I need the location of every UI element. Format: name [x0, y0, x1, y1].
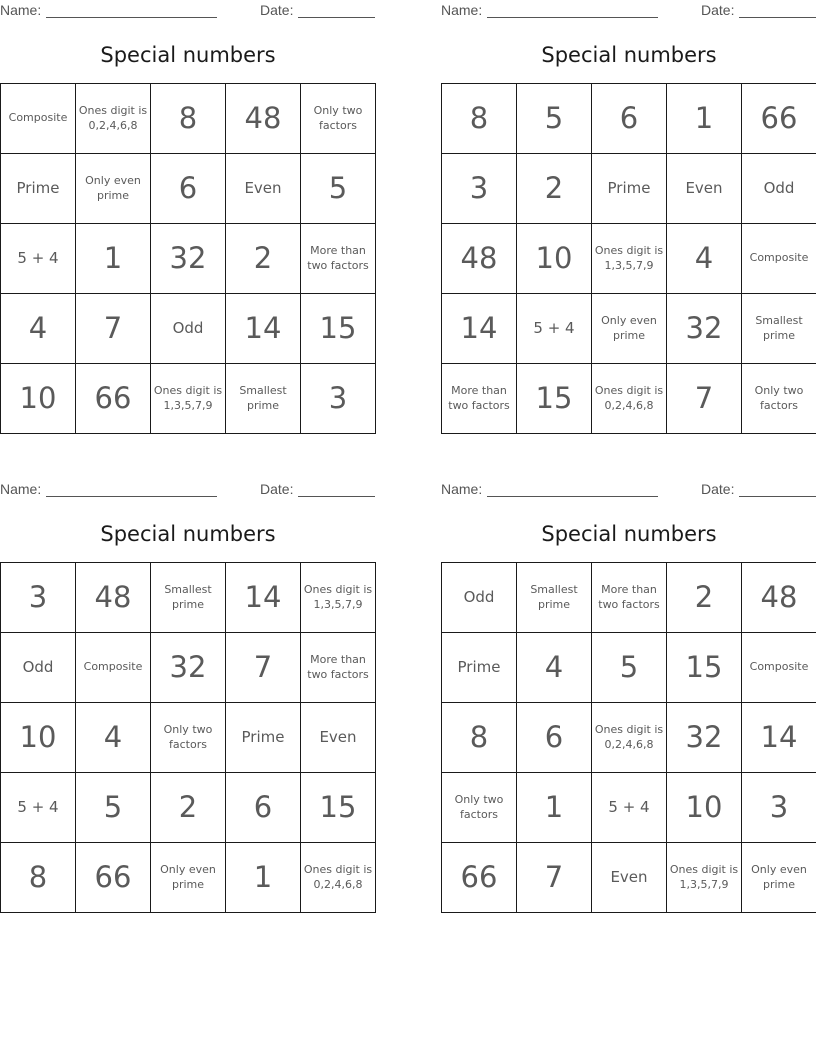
date-field-line[interactable] [739, 17, 816, 18]
name-label: Name: [441, 481, 483, 497]
bingo-cell[interactable]: 1 [517, 773, 592, 843]
bingo-cell[interactable]: 32 [667, 703, 742, 773]
bingo-cell[interactable]: More than two factors [301, 633, 376, 703]
name-field-line[interactable] [487, 496, 658, 497]
bingo-cell[interactable]: Composite [742, 633, 816, 703]
bingo-cell[interactable]: Prime [1, 154, 76, 224]
bingo-card-1 [0, 0, 376, 434]
bingo-cell[interactable]: 4 [517, 633, 592, 703]
bingo-cell[interactable]: 66 [76, 843, 151, 913]
bingo-cell[interactable]: Only two factors [742, 364, 816, 434]
bingo-cell[interactable]: 7 [517, 843, 592, 913]
bingo-cell[interactable]: 8 [1, 843, 76, 913]
bingo-cell[interactable]: Ones digit is 0,2,4,6,8 [76, 84, 151, 154]
bingo-cell[interactable]: 48 [442, 224, 517, 294]
date-label: Date: [701, 481, 735, 497]
grid-row [1, 154, 376, 224]
bingo-cell[interactable]: 15 [301, 773, 376, 843]
bingo-cell[interactable]: 48 [226, 84, 301, 154]
bingo-cell[interactable]: Smallest prime [517, 563, 592, 633]
grid-row [1, 364, 376, 434]
bingo-cell[interactable]: 7 [667, 364, 742, 434]
bingo-cell[interactable]: 32 [151, 224, 226, 294]
bingo-cell[interactable]: 66 [442, 843, 517, 913]
bingo-card-2 [441, 0, 816, 434]
date-field-line[interactable] [298, 496, 375, 497]
bingo-cell[interactable]: Composite [1, 84, 76, 154]
bingo-cell[interactable]: 14 [442, 294, 517, 364]
bingo-cell[interactable]: 10 [667, 773, 742, 843]
bingo-grid [0, 562, 376, 913]
card-title: Special numbers [100, 522, 276, 546]
bingo-cell[interactable]: 7 [76, 294, 151, 364]
grid-row [1, 224, 376, 294]
bingo-cell[interactable]: 66 [742, 84, 816, 154]
bingo-cell[interactable]: 10 [1, 364, 76, 434]
bingo-cell[interactable]: Prime [442, 633, 517, 703]
bingo-card-3 [0, 479, 376, 913]
card-header [441, 2, 816, 20]
bingo-cell[interactable]: Only two factors [151, 703, 226, 773]
bingo-cell[interactable]: 4 [76, 703, 151, 773]
bingo-cell[interactable]: 5 [76, 773, 151, 843]
bingo-cell[interactable]: 14 [742, 703, 816, 773]
bingo-cell[interactable]: 5 + 4 [517, 294, 592, 364]
bingo-cell[interactable]: Only even prime [742, 843, 816, 913]
grid-row [442, 154, 816, 224]
card-header [0, 2, 376, 20]
bingo-cell[interactable]: Only even prime [151, 843, 226, 913]
grid-row [1, 294, 376, 364]
bingo-cell[interactable]: 5 + 4 [592, 773, 667, 843]
bingo-cell[interactable]: 1 [76, 224, 151, 294]
bingo-grid [441, 83, 816, 434]
bingo-cell[interactable]: 4 [667, 224, 742, 294]
bingo-cell[interactable]: 5 [517, 84, 592, 154]
date-label: Date: [260, 481, 294, 497]
bingo-cell[interactable]: Ones digit is 1,3,5,7,9 [151, 364, 226, 434]
grid-row [442, 224, 816, 294]
name-label: Name: [0, 2, 42, 18]
bingo-cell[interactable]: 1 [667, 84, 742, 154]
bingo-cell[interactable]: Composite [742, 224, 816, 294]
card-title: Special numbers [541, 522, 717, 546]
bingo-cell[interactable]: More than two factors [592, 563, 667, 633]
bingo-cell[interactable]: 2 [151, 773, 226, 843]
date-field-line[interactable] [739, 496, 816, 497]
name-field-line[interactable] [46, 17, 217, 18]
bingo-cell[interactable]: 15 [301, 294, 376, 364]
bingo-grid [441, 562, 816, 913]
bingo-cell[interactable]: Smallest prime [226, 364, 301, 434]
grid-row [442, 84, 816, 154]
bingo-cell[interactable]: Odd [742, 154, 816, 224]
bingo-cell[interactable]: Ones digit is 0,2,4,6,8 [592, 364, 667, 434]
grid-row [1, 703, 376, 773]
bingo-cell[interactable]: 14 [226, 563, 301, 633]
grid-row [442, 773, 816, 843]
bingo-cell[interactable]: Ones digit is 1,3,5,7,9 [301, 563, 376, 633]
grid-row [442, 294, 816, 364]
bingo-cell[interactable]: 48 [76, 563, 151, 633]
bingo-cell[interactable]: Even [301, 703, 376, 773]
bingo-cell[interactable]: 3 [301, 364, 376, 434]
bingo-cell[interactable]: 2 [517, 154, 592, 224]
bingo-cell[interactable]: 3 [742, 773, 816, 843]
grid-row [1, 563, 376, 633]
card-title: Special numbers [541, 43, 717, 67]
bingo-cell[interactable]: Smallest prime [151, 563, 226, 633]
bingo-cell[interactable]: 32 [667, 294, 742, 364]
date-field-line[interactable] [298, 17, 375, 18]
bingo-cell[interactable]: 3 [442, 154, 517, 224]
grid-row [442, 703, 816, 773]
bingo-cell[interactable]: Only two factors [442, 773, 517, 843]
date-label: Date: [260, 2, 294, 18]
bingo-cell[interactable]: 6 [517, 703, 592, 773]
grid-row [442, 633, 816, 703]
bingo-cell[interactable]: 66 [76, 364, 151, 434]
bingo-grid [0, 83, 376, 434]
bingo-cell[interactable]: 7 [226, 633, 301, 703]
bingo-cell[interactable]: 14 [226, 294, 301, 364]
grid-row [442, 364, 816, 434]
bingo-cell[interactable]: 15 [667, 633, 742, 703]
bingo-card-4 [441, 479, 816, 913]
bingo-cell[interactable]: 5 [592, 633, 667, 703]
bingo-cell[interactable]: 6 [151, 154, 226, 224]
card-header [441, 481, 816, 499]
grid-row [1, 84, 376, 154]
bingo-cell[interactable]: 15 [517, 364, 592, 434]
bingo-cell[interactable]: 5 + 4 [1, 773, 76, 843]
bingo-cell[interactable]: 3 [1, 563, 76, 633]
bingo-cell[interactable]: Ones digit is 1,3,5,7,9 [667, 843, 742, 913]
bingo-cell[interactable]: 5 + 4 [1, 224, 76, 294]
bingo-cell[interactable]: Smallest prime [742, 294, 816, 364]
bingo-cell[interactable]: 1 [226, 843, 301, 913]
grid-row [442, 843, 816, 913]
grid-row [442, 563, 816, 633]
name-label: Name: [441, 2, 483, 18]
grid-row [1, 773, 376, 843]
bingo-cell[interactable]: 4 [1, 294, 76, 364]
bingo-cell[interactable]: 2 [667, 563, 742, 633]
bingo-cell[interactable]: More than two factors [301, 224, 376, 294]
bingo-cell[interactable]: 6 [226, 773, 301, 843]
bingo-cell[interactable]: Ones digit is 1,3,5,7,9 [592, 224, 667, 294]
bingo-cell[interactable]: 6 [592, 84, 667, 154]
grid-row [1, 843, 376, 913]
bingo-cell[interactable]: Composite [76, 633, 151, 703]
bingo-cell[interactable]: Prime [592, 154, 667, 224]
name-field-line[interactable] [487, 17, 658, 18]
bingo-cell[interactable]: Only even prime [76, 154, 151, 224]
name-label: Name: [0, 481, 42, 497]
bingo-cell[interactable]: Even [226, 154, 301, 224]
card-title: Special numbers [100, 43, 276, 67]
bingo-cell[interactable]: Prime [226, 703, 301, 773]
bingo-cell[interactable]: 10 [517, 224, 592, 294]
name-field-line[interactable] [46, 496, 217, 497]
bingo-cell[interactable]: 10 [1, 703, 76, 773]
bingo-cell[interactable]: Ones digit is 0,2,4,6,8 [301, 843, 376, 913]
bingo-cell[interactable]: Only even prime [592, 294, 667, 364]
bingo-cell[interactable]: Even [667, 154, 742, 224]
bingo-cell[interactable]: Ones digit is 0,2,4,6,8 [592, 703, 667, 773]
bingo-cell[interactable]: Odd [151, 294, 226, 364]
bingo-cell[interactable]: 2 [226, 224, 301, 294]
bingo-cell[interactable]: Only two factors [301, 84, 376, 154]
bingo-cell[interactable]: 5 [301, 154, 376, 224]
grid-row [1, 633, 376, 703]
bingo-cell[interactable]: 8 [151, 84, 226, 154]
bingo-cell[interactable]: 48 [742, 563, 816, 633]
bingo-cell[interactable]: More than two factors [442, 364, 517, 434]
bingo-cell[interactable]: Odd [442, 563, 517, 633]
bingo-cell[interactable]: Even [592, 843, 667, 913]
bingo-cell[interactable]: 32 [151, 633, 226, 703]
card-header [0, 481, 376, 499]
date-label: Date: [701, 2, 735, 18]
bingo-cell[interactable]: 8 [442, 703, 517, 773]
bingo-cell[interactable]: Odd [1, 633, 76, 703]
bingo-cell[interactable]: 8 [442, 84, 517, 154]
